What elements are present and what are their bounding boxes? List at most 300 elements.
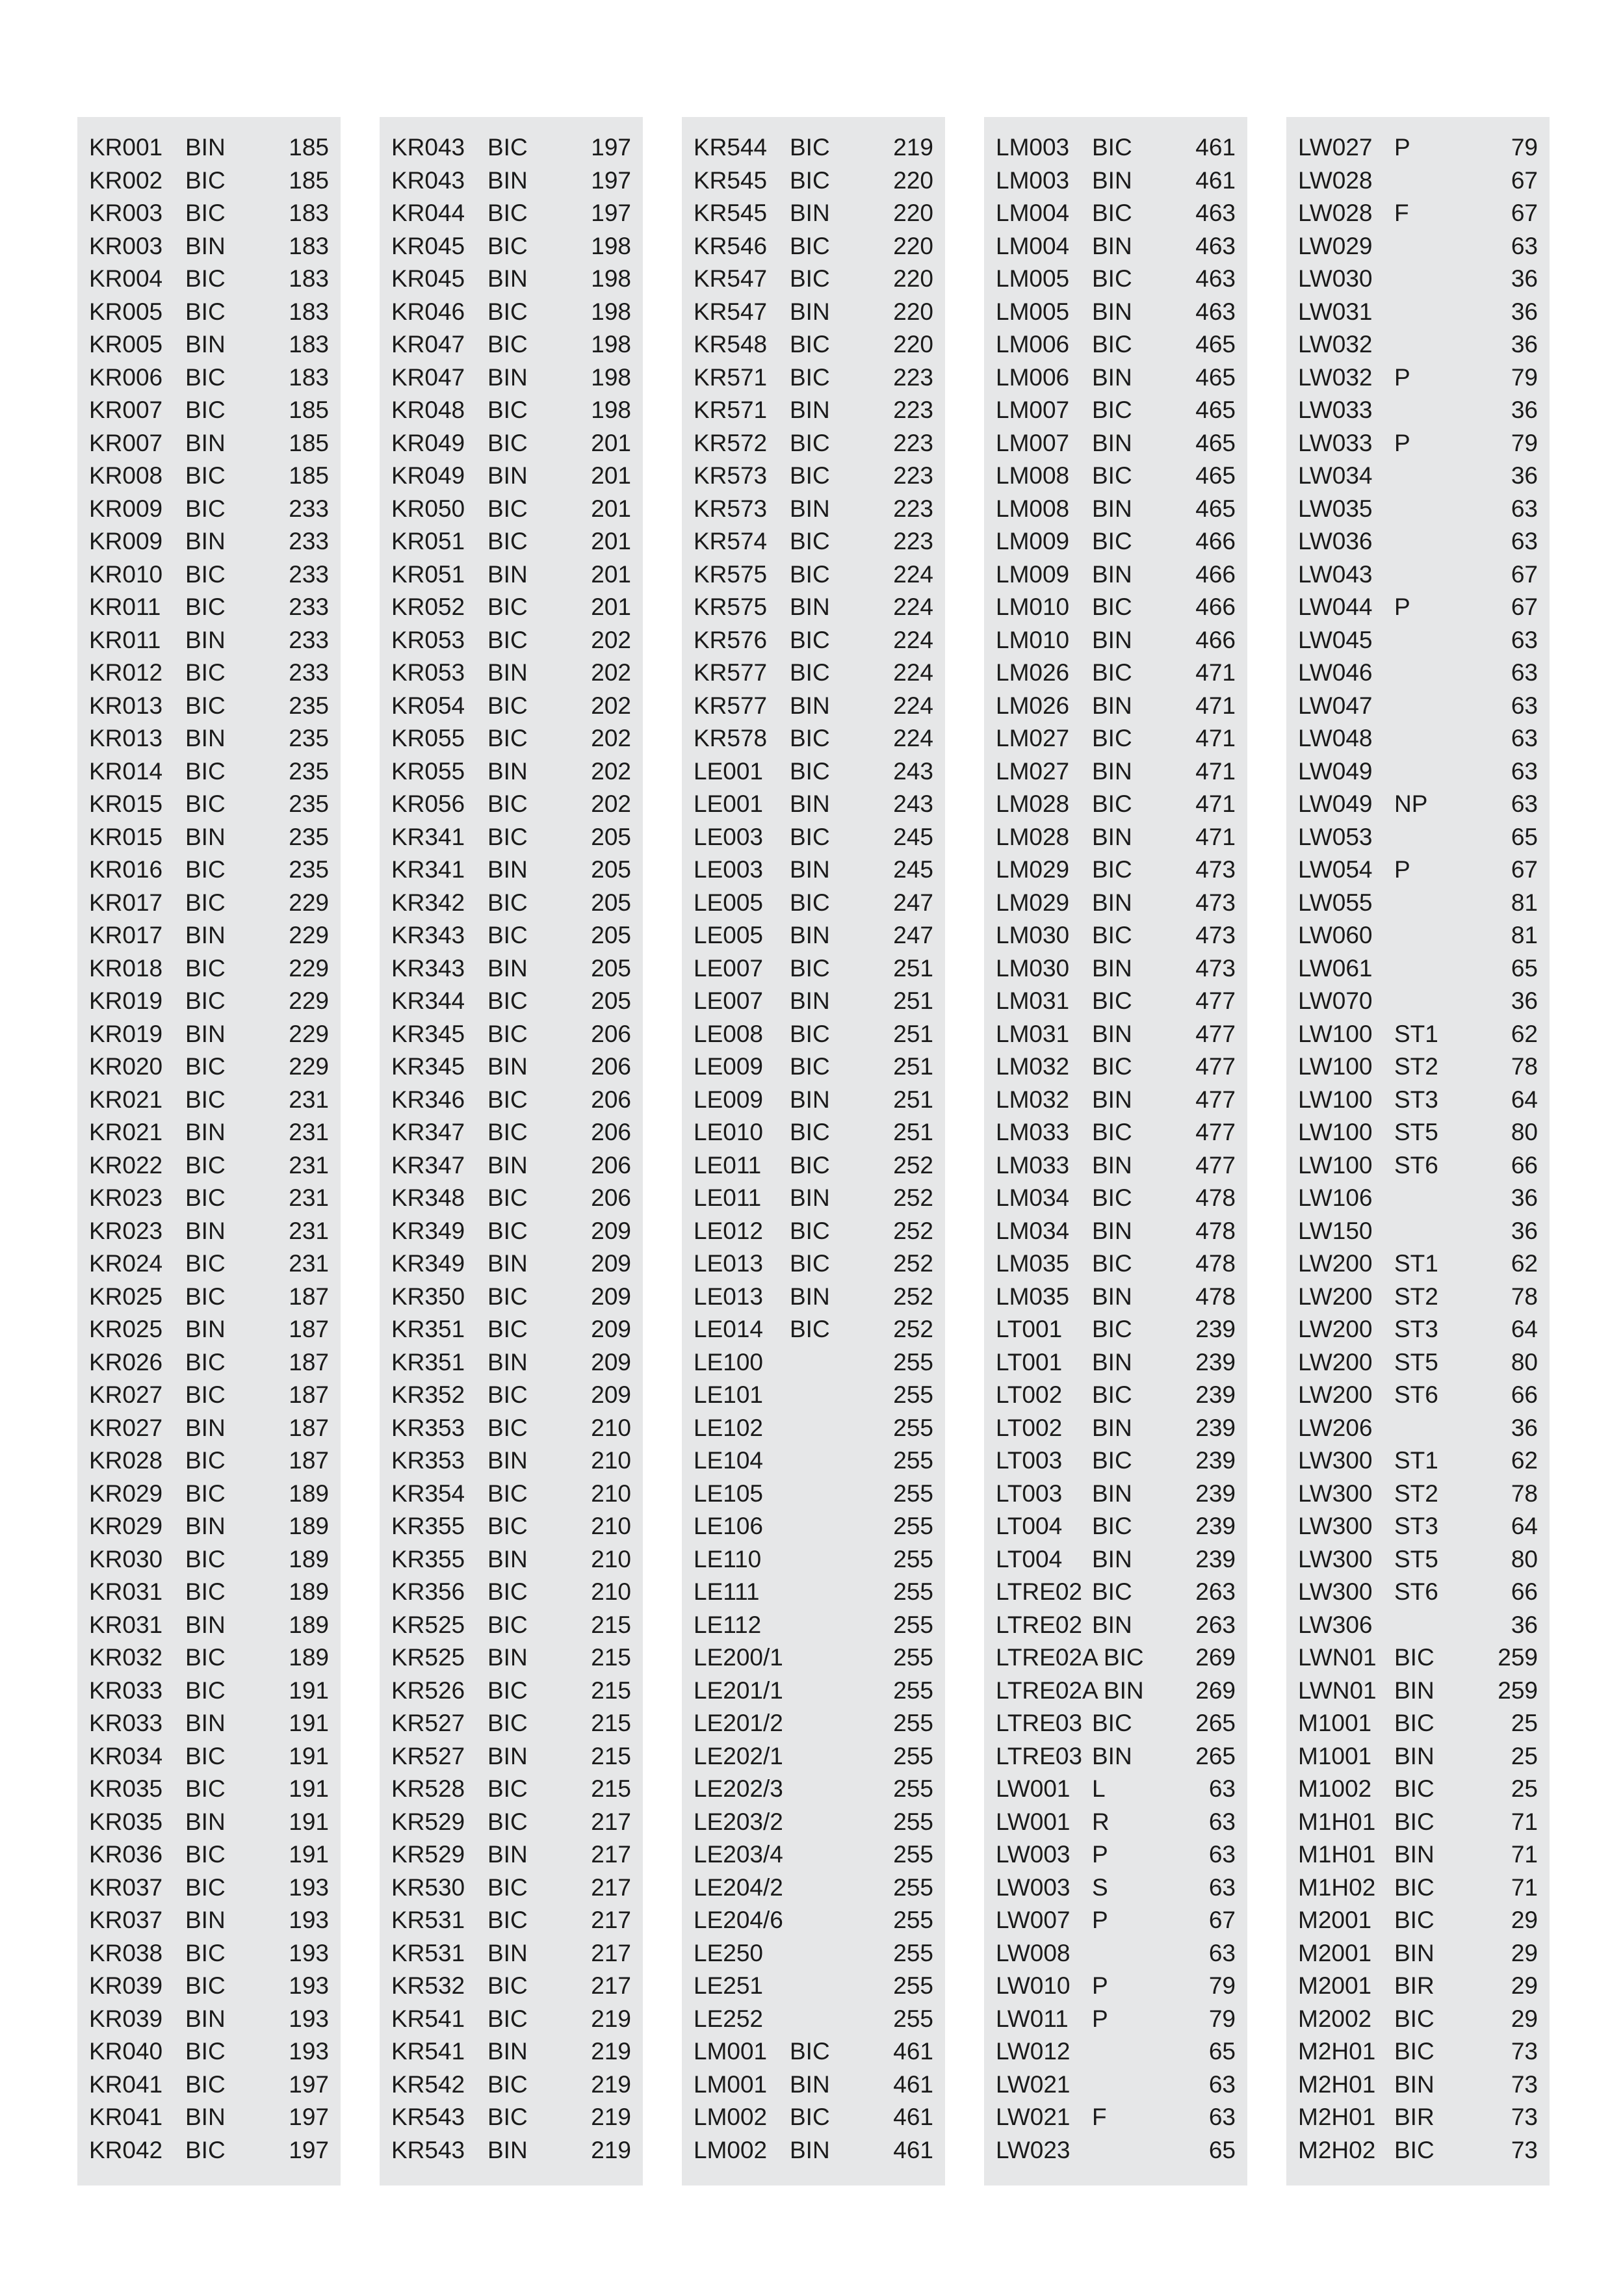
page-number: 73 bbox=[1511, 2038, 1538, 2065]
table-row bbox=[694, 1018, 933, 1051]
variant: BIC bbox=[185, 757, 226, 785]
part-code: KR019 bbox=[89, 987, 163, 1014]
part-code: KR040 bbox=[89, 2038, 163, 2065]
part-code: LE014 bbox=[694, 1316, 763, 1342]
table-row bbox=[89, 263, 329, 296]
page-number: 64 bbox=[1511, 1086, 1538, 1113]
part-code: KR013 bbox=[89, 725, 163, 751]
variant: BIC bbox=[185, 1873, 226, 1901]
part-code: KR053 bbox=[391, 659, 465, 686]
page-number: 63 bbox=[1511, 725, 1538, 751]
page-number: 185 bbox=[289, 462, 329, 489]
table-row bbox=[996, 164, 1236, 198]
part-code: LW100 bbox=[1298, 1053, 1373, 1080]
page-number: 229 bbox=[289, 987, 329, 1014]
part-code: KR542 bbox=[391, 2070, 465, 2098]
variant: BIC bbox=[185, 1742, 226, 1769]
part-code: LW049 bbox=[1298, 790, 1373, 817]
variant: BIC bbox=[790, 889, 830, 916]
page-number: 255 bbox=[893, 1710, 933, 1736]
table-row bbox=[391, 1510, 631, 1543]
variant: BIC bbox=[487, 1513, 528, 1539]
variant: BIN bbox=[790, 987, 830, 1014]
page-number: 465 bbox=[1195, 495, 1236, 522]
page-number: 189 bbox=[289, 1513, 329, 1539]
variant: BIC bbox=[487, 1676, 528, 1704]
index-column-2 bbox=[380, 117, 643, 2185]
part-code: LW044 bbox=[1298, 594, 1373, 620]
page-number: 229 bbox=[289, 1020, 329, 1047]
table-row bbox=[996, 1970, 1236, 2003]
part-code: KR525 bbox=[391, 1644, 465, 1671]
table-row bbox=[996, 985, 1236, 1018]
page-number: 189 bbox=[289, 1578, 329, 1605]
table-row bbox=[391, 1050, 631, 1084]
part-code: LW010 bbox=[996, 1972, 1071, 1999]
page-number: 471 bbox=[1195, 659, 1236, 686]
variant: BIC bbox=[185, 1283, 226, 1310]
variant: NP bbox=[1394, 790, 1428, 817]
variant: BIC bbox=[1092, 1447, 1132, 1474]
variant: BIN bbox=[790, 1283, 830, 1310]
part-code: M1001 bbox=[1298, 1742, 1372, 1769]
page-number: 251 bbox=[893, 1119, 933, 1145]
table-row bbox=[391, 1740, 631, 1773]
part-code: KR029 bbox=[89, 1480, 163, 1507]
part-code: KR039 bbox=[89, 2005, 163, 2032]
table-row bbox=[694, 1412, 933, 1445]
table-row bbox=[996, 2068, 1236, 2102]
part-code: KR351 bbox=[391, 1316, 465, 1342]
part-code: KR578 bbox=[694, 725, 768, 751]
table-row bbox=[996, 624, 1236, 657]
part-code: KR577 bbox=[694, 692, 768, 719]
table-row bbox=[1298, 1970, 1538, 2003]
variant: BIC bbox=[1092, 856, 1132, 883]
table-row bbox=[1298, 131, 1538, 164]
page-number: 465 bbox=[1195, 462, 1236, 489]
part-code: LW306 bbox=[1298, 1611, 1373, 1638]
part-code: KR033 bbox=[89, 1676, 163, 1704]
page-number: 217 bbox=[591, 1873, 631, 1901]
part-code: KR354 bbox=[391, 1480, 465, 1507]
table-row bbox=[89, 427, 329, 460]
table-row bbox=[391, 1641, 631, 1675]
page-number: 231 bbox=[289, 1250, 329, 1277]
table-row bbox=[391, 1773, 631, 1806]
table-row bbox=[1298, 1346, 1538, 1379]
page-number: 73 bbox=[1511, 2070, 1538, 2098]
page-number: 223 bbox=[893, 462, 933, 489]
page-number: 197 bbox=[591, 134, 631, 161]
part-code: LW030 bbox=[1298, 265, 1373, 292]
page-number: 255 bbox=[893, 1348, 933, 1376]
page-number: 252 bbox=[893, 1250, 933, 1277]
variant: BIN bbox=[1092, 1020, 1132, 1047]
page-number: 202 bbox=[591, 790, 631, 817]
part-code: KR002 bbox=[89, 166, 163, 194]
variant: BIC bbox=[1394, 1710, 1435, 1736]
part-code: M2H01 bbox=[1298, 2038, 1376, 2065]
table-row bbox=[1298, 2068, 1538, 2102]
page-number: 29 bbox=[1511, 1972, 1538, 1999]
variant: ST3 bbox=[1394, 1086, 1438, 1113]
table-row bbox=[694, 263, 933, 296]
part-code: M1H01 bbox=[1298, 1808, 1376, 1835]
part-code: KR029 bbox=[89, 1513, 163, 1539]
table-row bbox=[391, 755, 631, 789]
variant: BIN bbox=[185, 1710, 226, 1736]
page-number: 206 bbox=[591, 1020, 631, 1047]
page-number: 197 bbox=[591, 200, 631, 226]
page-number: 197 bbox=[289, 2136, 329, 2163]
variant: BIC bbox=[487, 331, 528, 358]
page-number: 235 bbox=[289, 790, 329, 817]
part-code: KR010 bbox=[89, 560, 163, 588]
table-row bbox=[996, 919, 1236, 952]
table-row bbox=[694, 887, 933, 920]
table-row bbox=[89, 690, 329, 723]
part-code: KR345 bbox=[391, 1020, 465, 1047]
part-code: KR013 bbox=[89, 692, 163, 719]
table-row bbox=[694, 788, 933, 821]
variant: BIN bbox=[790, 2136, 830, 2163]
table-row bbox=[89, 1609, 329, 1642]
variant: BIC bbox=[1092, 594, 1132, 620]
variant: BIC bbox=[790, 1151, 830, 1179]
part-code: KR011 bbox=[89, 626, 161, 653]
part-code: LT002 bbox=[996, 1381, 1063, 1408]
part-code: KR016 bbox=[89, 856, 163, 883]
part-code: KR025 bbox=[89, 1316, 163, 1342]
part-code: KR012 bbox=[89, 659, 163, 686]
variant: BIN bbox=[790, 692, 830, 719]
part-code: KR576 bbox=[694, 626, 768, 653]
variant: BIN bbox=[1394, 1939, 1435, 1966]
table-row bbox=[694, 1609, 933, 1642]
table-row bbox=[1298, 1050, 1538, 1084]
table-row bbox=[694, 1510, 933, 1543]
part-code: LW034 bbox=[1298, 462, 1373, 489]
part-code: LW028 bbox=[1298, 200, 1373, 226]
variant: ST1 bbox=[1394, 1020, 1438, 1047]
table-row bbox=[89, 1313, 329, 1346]
part-code: LW300 bbox=[1298, 1513, 1373, 1539]
table-row bbox=[391, 460, 631, 493]
table-row bbox=[89, 1478, 329, 1511]
part-code: LWN01 bbox=[1298, 1676, 1377, 1704]
table-row bbox=[694, 854, 933, 887]
part-code: LE200/1 bbox=[694, 1644, 783, 1671]
part-code: LW023 bbox=[996, 2136, 1071, 2163]
part-code: LW031 bbox=[1298, 298, 1373, 325]
variant: BIC bbox=[487, 1283, 528, 1310]
part-code: LW060 bbox=[1298, 922, 1373, 948]
part-code: KR046 bbox=[391, 298, 465, 325]
part-code: KR037 bbox=[89, 1907, 163, 1933]
variant: P bbox=[1394, 363, 1410, 391]
table-row bbox=[1298, 1838, 1538, 1872]
page-number: 477 bbox=[1195, 987, 1236, 1014]
page-number: 62 bbox=[1511, 1447, 1538, 1474]
page-number: 65 bbox=[1208, 2136, 1236, 2163]
variant: BIC bbox=[185, 1381, 226, 1408]
page-number: 478 bbox=[1195, 1217, 1236, 1244]
part-code: KR053 bbox=[391, 626, 465, 653]
page-number: 220 bbox=[893, 265, 933, 292]
variant: BIN bbox=[1092, 560, 1132, 588]
part-code: KR035 bbox=[89, 1775, 163, 1802]
table-row bbox=[694, 1641, 933, 1675]
table-row bbox=[996, 263, 1236, 296]
page-number: 193 bbox=[289, 1972, 329, 1999]
page-number: 206 bbox=[591, 1119, 631, 1145]
part-code: LW028 bbox=[1298, 166, 1373, 194]
page-number: 215 bbox=[591, 1710, 631, 1736]
part-code: LM027 bbox=[996, 725, 1070, 751]
variant: BIN bbox=[487, 265, 528, 292]
variant: ST3 bbox=[1394, 1513, 1438, 1539]
part-code: LW007 bbox=[996, 1907, 1071, 1933]
page-number: 255 bbox=[893, 1513, 933, 1539]
variant: BIC bbox=[487, 1578, 528, 1605]
table-row bbox=[694, 1937, 933, 1970]
part-code: LW033 bbox=[1298, 397, 1373, 423]
table-row bbox=[89, 1872, 329, 1905]
page-number: 223 bbox=[893, 429, 933, 456]
page-number: 471 bbox=[1195, 823, 1236, 850]
variant: ST2 bbox=[1394, 1053, 1438, 1080]
page-number: 36 bbox=[1511, 1217, 1538, 1244]
table-row bbox=[996, 854, 1236, 887]
variant: BIC bbox=[487, 134, 528, 161]
variant: BIC bbox=[487, 823, 528, 850]
table-row bbox=[89, 2068, 329, 2102]
variant: BIC bbox=[487, 1381, 528, 1408]
variant: BIC bbox=[185, 987, 226, 1014]
page-number: 220 bbox=[893, 298, 933, 325]
table-row bbox=[694, 1379, 933, 1412]
variant: BIN bbox=[790, 594, 830, 620]
variant: BIN bbox=[185, 2104, 226, 2130]
page-number: 252 bbox=[893, 1151, 933, 1179]
page-number: 197 bbox=[289, 2104, 329, 2130]
table-row bbox=[391, 1478, 631, 1511]
table-row bbox=[391, 525, 631, 558]
table-row bbox=[1298, 985, 1538, 1018]
page-number: 466 bbox=[1195, 626, 1236, 653]
variant: BIN bbox=[487, 1348, 528, 1376]
table-row bbox=[391, 1281, 631, 1314]
table-row bbox=[996, 197, 1236, 230]
part-code: LTRE02A BIC bbox=[996, 1644, 1144, 1671]
table-row bbox=[996, 788, 1236, 821]
variant: BIC bbox=[1394, 2136, 1435, 2163]
table-row bbox=[996, 427, 1236, 460]
part-code: KR045 bbox=[391, 232, 465, 259]
page-number: 263 bbox=[1195, 1611, 1236, 1638]
page-number: 201 bbox=[591, 429, 631, 456]
table-row bbox=[694, 1773, 933, 1806]
table-row bbox=[89, 1773, 329, 1806]
table-row bbox=[694, 624, 933, 657]
part-code: KR022 bbox=[89, 1151, 163, 1179]
part-code: LM004 bbox=[996, 200, 1070, 226]
variant: BIC bbox=[1092, 1578, 1132, 1605]
page-number: 63 bbox=[1208, 1841, 1236, 1868]
table-row bbox=[391, 361, 631, 395]
variant: BIC bbox=[790, 528, 830, 554]
table-row bbox=[694, 1478, 933, 1511]
table-row bbox=[391, 1247, 631, 1281]
page-number: 80 bbox=[1511, 1348, 1538, 1376]
table-row bbox=[89, 1018, 329, 1051]
table-row bbox=[391, 1937, 631, 1970]
page-number: 466 bbox=[1195, 594, 1236, 620]
part-code: KR344 bbox=[391, 987, 465, 1014]
table-row bbox=[694, 722, 933, 755]
table-row bbox=[89, 657, 329, 690]
table-row bbox=[694, 919, 933, 952]
page-number: 215 bbox=[591, 1611, 631, 1638]
variant: BIC bbox=[1092, 1250, 1132, 1277]
part-code: LW300 bbox=[1298, 1480, 1373, 1507]
table-row bbox=[996, 1412, 1236, 1445]
table-row bbox=[89, 361, 329, 395]
part-code: LW300 bbox=[1298, 1545, 1373, 1572]
variant: BIC bbox=[185, 1939, 226, 1966]
part-code: KR052 bbox=[391, 594, 465, 620]
page-number: 231 bbox=[289, 1086, 329, 1113]
page-number: 36 bbox=[1511, 397, 1538, 423]
table-row bbox=[391, 919, 631, 952]
variant: P bbox=[1394, 856, 1410, 883]
page-number: 189 bbox=[289, 1480, 329, 1507]
page-number: 79 bbox=[1511, 429, 1538, 456]
page-number: 255 bbox=[893, 1447, 933, 1474]
part-code: LE013 bbox=[694, 1250, 763, 1277]
variant: BIN bbox=[487, 659, 528, 686]
variant: ST6 bbox=[1394, 1151, 1438, 1179]
part-code: LM028 bbox=[996, 790, 1070, 817]
table-row bbox=[89, 952, 329, 985]
part-code: KR007 bbox=[89, 397, 163, 423]
part-code: LM010 bbox=[996, 594, 1070, 620]
table-row bbox=[1298, 493, 1538, 526]
page-number: 471 bbox=[1195, 790, 1236, 817]
page-number: 233 bbox=[289, 594, 329, 620]
table-row bbox=[391, 1707, 631, 1740]
part-code: LW008 bbox=[996, 1939, 1071, 1966]
table-row bbox=[391, 1904, 631, 1937]
variant: BIC bbox=[185, 1151, 226, 1179]
table-row bbox=[89, 2101, 329, 2134]
table-row bbox=[89, 1247, 329, 1281]
part-code: KR044 bbox=[391, 200, 465, 226]
table-row bbox=[89, 1675, 329, 1708]
part-code: KR019 bbox=[89, 1020, 163, 1047]
variant: BIN bbox=[185, 1020, 226, 1047]
variant: BIC bbox=[1092, 1053, 1132, 1080]
variant: BIN bbox=[1092, 1086, 1132, 1113]
page-number: 239 bbox=[1195, 1545, 1236, 1572]
table-row bbox=[694, 1215, 933, 1248]
page-number: 197 bbox=[289, 2070, 329, 2098]
page-number: 255 bbox=[893, 1841, 933, 1868]
table-row bbox=[1298, 1313, 1538, 1346]
part-code: KR015 bbox=[89, 790, 163, 817]
part-code: KR355 bbox=[391, 1545, 465, 1572]
page-number: 265 bbox=[1195, 1742, 1236, 1769]
table-row bbox=[391, 1576, 631, 1609]
part-code: LM010 bbox=[996, 626, 1070, 653]
part-code: KR023 bbox=[89, 1217, 163, 1244]
page-number: 183 bbox=[289, 331, 329, 358]
page-number: 205 bbox=[591, 856, 631, 883]
page-number: 252 bbox=[893, 1283, 933, 1310]
variant: BIN bbox=[1092, 626, 1132, 653]
part-code: KR532 bbox=[391, 1972, 465, 1999]
part-code: LE252 bbox=[694, 2005, 763, 2032]
variant: BIN bbox=[185, 1808, 226, 1835]
part-code: LE007 bbox=[694, 987, 763, 1014]
table-row bbox=[89, 558, 329, 592]
table-row bbox=[89, 1346, 329, 1379]
page-number: 198 bbox=[591, 397, 631, 423]
table-row bbox=[996, 1444, 1236, 1478]
variant: BIN bbox=[1092, 232, 1132, 259]
part-code: KR546 bbox=[694, 232, 768, 259]
variant: BIC bbox=[1092, 134, 1132, 161]
variant: BIC bbox=[790, 757, 830, 785]
variant: BIC bbox=[185, 200, 226, 226]
table-row bbox=[1298, 164, 1538, 198]
part-code: LE104 bbox=[694, 1447, 763, 1474]
page-number: 65 bbox=[1511, 954, 1538, 982]
part-code: LM026 bbox=[996, 659, 1070, 686]
table-row bbox=[694, 1182, 933, 1215]
variant: BIN bbox=[487, 166, 528, 194]
part-code: KR541 bbox=[391, 2005, 465, 2032]
page-number: 65 bbox=[1511, 823, 1538, 850]
part-code: LM009 bbox=[996, 528, 1070, 554]
page-number: 477 bbox=[1195, 1119, 1236, 1145]
part-code: LW003 bbox=[996, 1873, 1071, 1901]
part-code: LTRE02 bbox=[996, 1611, 1082, 1638]
part-code: KR003 bbox=[89, 200, 163, 226]
table-row bbox=[1298, 230, 1538, 263]
table-row bbox=[1298, 722, 1538, 755]
table-row bbox=[996, 1937, 1236, 1970]
variant: BIN bbox=[1394, 1676, 1435, 1704]
page-number: 201 bbox=[591, 528, 631, 554]
page-number: 471 bbox=[1195, 725, 1236, 751]
table-row bbox=[391, 1018, 631, 1051]
part-code: KR021 bbox=[89, 1086, 163, 1113]
part-code: KR056 bbox=[391, 790, 465, 817]
table-row bbox=[694, 1444, 933, 1478]
part-code: LT002 bbox=[996, 1414, 1063, 1441]
variant: P bbox=[1394, 594, 1410, 620]
variant: BIC bbox=[487, 2005, 528, 2032]
table-row bbox=[996, 821, 1236, 854]
table-row bbox=[996, 1576, 1236, 1609]
page-number: 187 bbox=[289, 1414, 329, 1441]
variant: BIC bbox=[487, 1414, 528, 1441]
page-number: 63 bbox=[1511, 692, 1538, 719]
variant: BIC bbox=[487, 1119, 528, 1145]
variant: BIR bbox=[1394, 2104, 1435, 2130]
